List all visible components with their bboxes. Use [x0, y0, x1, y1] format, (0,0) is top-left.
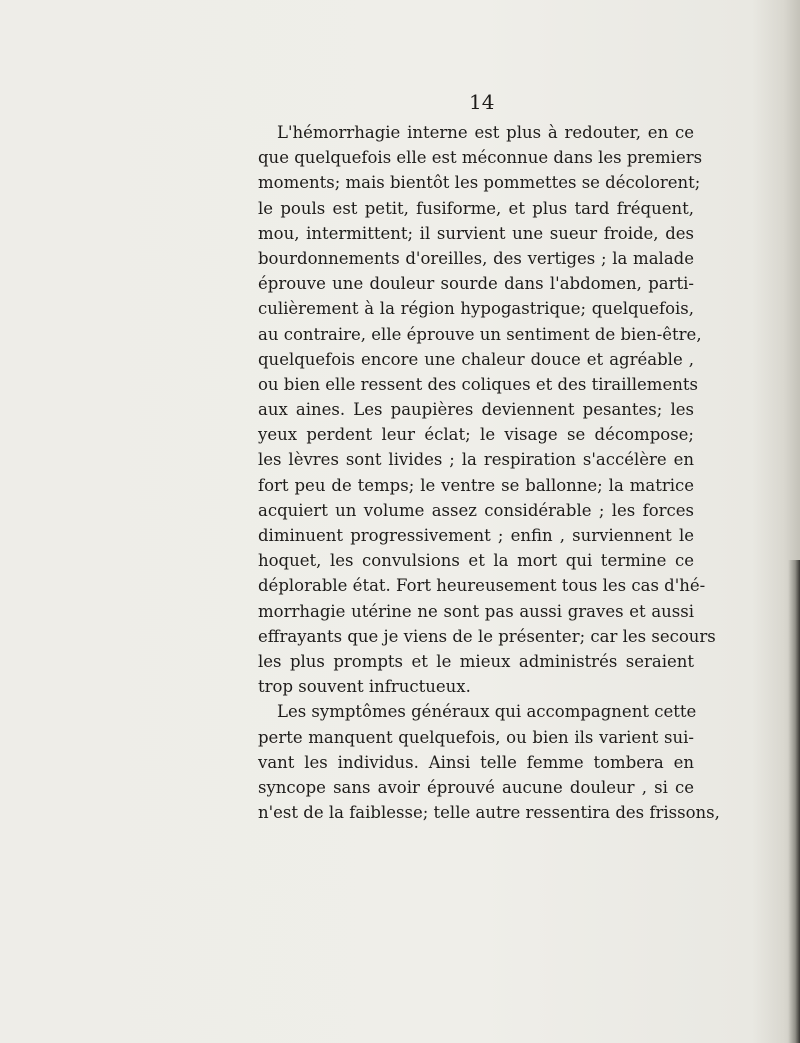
body-text [258, 120, 720, 825]
text-line: effrayants que je viens de le présenter; car les secours [258, 626, 716, 646]
page-number: 14 [469, 90, 495, 114]
text-line: n'est de la faiblesse; telle autre ressentira des frissons, [258, 803, 720, 823]
text-line: aux aines. Les paupières deviennent pesantes; les [258, 400, 694, 420]
text-line: diminuent progressivement ; enfin , surviennent le [258, 526, 694, 545]
text-line: au contraire, elle éprouve un sentiment de bien-être, [258, 324, 702, 344]
text-line: morrhagie utérine ne sont pas aussi graves et aussi [258, 601, 694, 621]
text-line: bourdonnements d'oreilles, des vertiges ; la malade [258, 248, 694, 268]
text-line: mou, intermittent; il survient une sueur froide, des [258, 223, 694, 243]
text-line: L'hémorrhagie interne est plus à redouter, en ce [277, 123, 694, 142]
text-line: éprouve une douleur sourde dans l'abdomen, parti- [258, 274, 694, 294]
text-line: perte manquent quelquefois, ou bien ils varient sui- [258, 727, 694, 747]
text-line: les lèvres sont livides ; la respiration s'accélère en [258, 450, 694, 470]
text-line: moments; mais bientôt les pommettes se décolorent; [258, 173, 701, 193]
text-line: fort peu de temps; le ventre se ballonne; la matrice [258, 475, 694, 495]
text-line: acquiert un volume assez considérable ; les forces [258, 500, 694, 520]
text-line: les plus prompts et le mieux administrés seraient [258, 651, 694, 671]
text-line: syncope sans avoir éprouvé aucune douleur , si ce [258, 777, 694, 797]
text-line: yeux perdent leur éclat; le visage se décompose; [258, 425, 694, 445]
text-line: culièrement à la région hypogastrique; quelquefois, [258, 299, 694, 319]
text-line: trop souvent infructueux. [258, 677, 471, 697]
text-line: ou bien elle ressent des coliques et des tiraillements [258, 374, 698, 394]
page-edge-shadow [788, 560, 800, 1043]
text-line: déplorable état. Fort heureusement tous les cas d'hé- [258, 576, 706, 596]
text-line: quelquefois encore une chaleur douce et agréable , [258, 349, 694, 369]
text-line: vant les individus. Ainsi telle femme tombera en [258, 752, 694, 772]
text-line: le pouls est petit, fusiforme, et plus tard fréquent, [258, 198, 694, 218]
text-line: Les symptômes généraux qui accompagnent cette [277, 702, 697, 722]
text-line: hoquet, les convulsions et la mort qui termine ce [258, 551, 694, 571]
text-line: que quelquefois elle est méconnue dans les premiers [258, 148, 703, 168]
